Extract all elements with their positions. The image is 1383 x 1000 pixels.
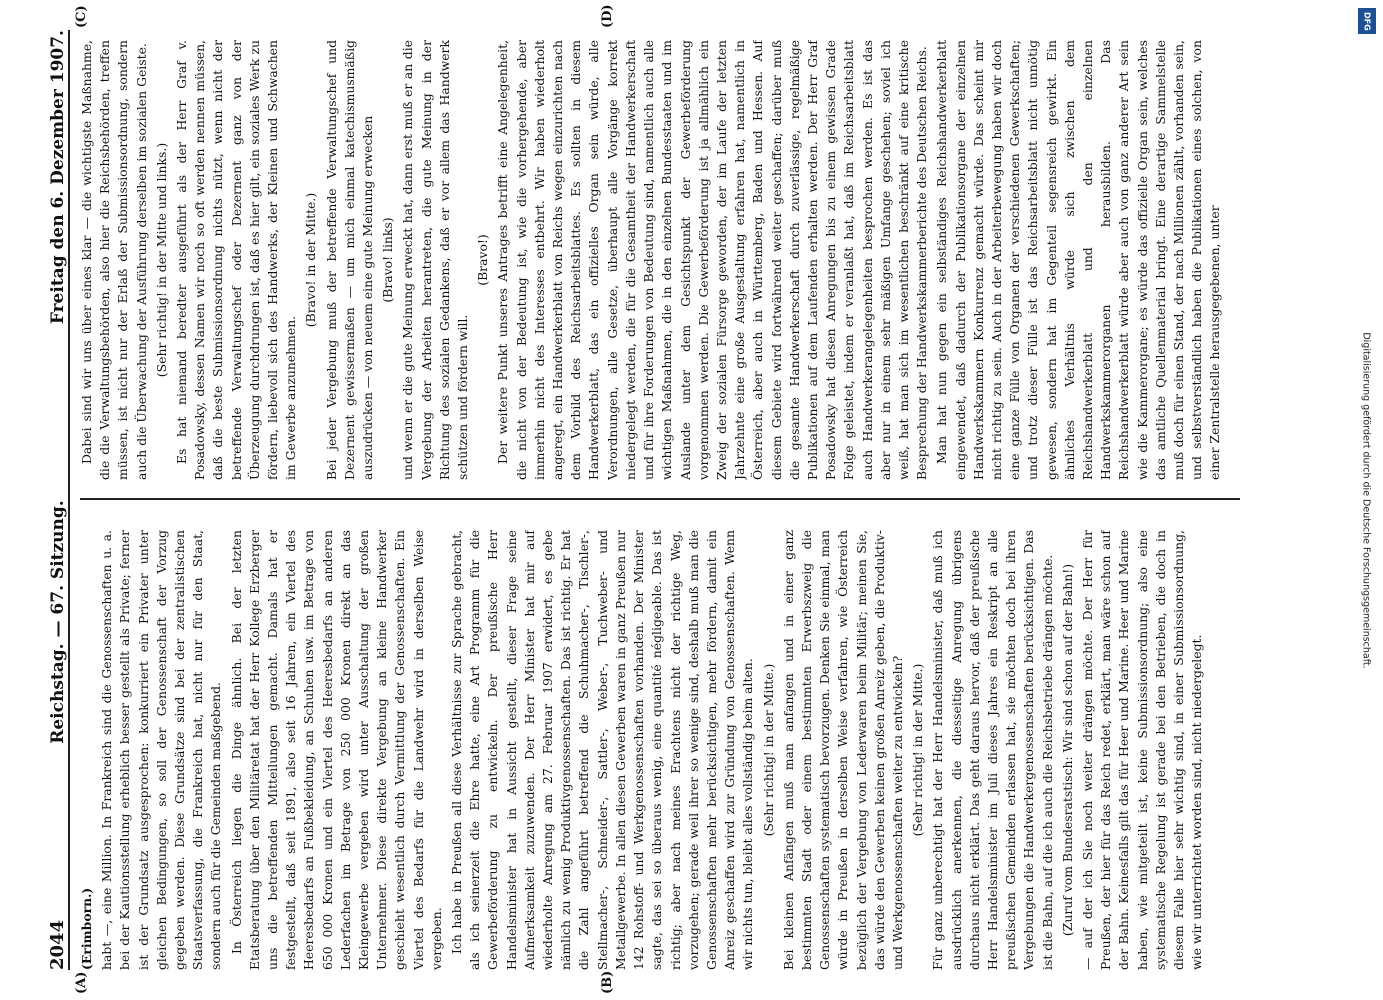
header-title: Reichstag. — 67. Sitzung.: [48, 500, 68, 744]
left-column: [78, 530, 1243, 970]
paragraph: und wenn er die gute Meinung erweckt hat, dann erst muß er an die Vergebung der Arbeiten herantreten, die gute Meinung in der Richtung des sozialen Gedankens, daß er vor allem das Handwerk schützen und fördern will.: [400, 40, 471, 480]
interjection: (Bravo! in der Mitte.): [303, 192, 319, 328]
paragraph: Man hat nun gegen ein selbständiges Reichshandwerkerblatt eingewendet, daß dadurch der Publikationsorgane der einzelnen Handwerkskammern Konkurrenz gemacht würde. Das scheint mir nicht richtig zu sein. Auch in der Arbeiterbewegung haben wir doch eine ganze Fülle von Organen der verschiedenen Gewerkschaften; und trotz dieser Fülle ist das Reichsarbeitsblatt nicht unnötig gewesen, sondern hat im Gegenteil segensreich gewirkt. Ein ähnliches Verhältnis würde sich zwischen dem Reichshandwerkerblatt und den einzelnen Handwerkskammerorganen herausbilden. Das Reichshandwerkerblatt würde aber auch von ganz anderer Art sein wie die Kammerorgane; es würde das offizielle Organ sein, welches das amtliche Quellenmaterial bringt. Eine derartige Sammelstelle muß doch für einen Stand, der nach Millionen zählt, vorhanden sein, und selbstverständlich haben die Publikationen eines solchen, von einer Zentralstelle herausgegebenen, unter: [934, 40, 1223, 480]
page-header: [40, 30, 70, 970]
paragraph: Für ganz unberechtigt hat der Herr Handelsminister, daß muß ich ausdrücklich anerkennen, die diesseitige Anregung übrigens durchaus nicht erklärt. Das geht daraus hervor, daß der preußische Herr Handelsminister im Juli dieses Jahres ein Reskript an alle preußischen Gemeinden erlassen hat, sie möchten doch bei ihren Vergebungen die Handwerkergenossenschaften berücksichtigen. Das ist die Bahn, auf die ich auch die Reichsbetriebe drängen möchte.: [930, 530, 1055, 970]
digitization-credit: [1355, 6, 1377, 994]
credit-text: Digitalisierung gefördert durch die Deutsche Forschungsgemeinschaft.: [1360, 331, 1372, 669]
right-column: [78, 40, 1243, 480]
interjection: (Sehr richtig! in der Mitte und links.): [153, 142, 169, 378]
paragraph: Es hat niemand beredter ausgeführt als der Herr Graf v. Posadowsky, dessen Namen wir noch so oft werden nennen müssen, daß die beste Submissionsordnung nichts nützt, wenn nicht der betreffende Verwaltungschef oder Dezernent ganz von der Überzeugung durchdrungen ist, daß es hier gilt, ein soziales Werk zu fördern, liebevoll sich des Handwerks, der Kleinen und Schwachen im Gewerbe anzunehmen.: [174, 40, 299, 480]
dfg-logo: DFG: [1358, 8, 1376, 34]
paragraph: habt —, eine Million. In Frankreich sind die Genossenschaften u. a. bei der Kautionsstellung erheblich besser gestellt als Private; ferner ist der Grundsatz ausgesprochen: konkurriert ein Privater unter gleichen Bedingungen, so soll der Genossenschaft der Vorzug gegeben werden. Diese Grundsätze sind bei der zentralistischen Staatsverfassung, die Frankreich hat, nicht nur für den Staat, sondern auch für die Gemeinden maßgebend.: [99, 530, 224, 970]
paragraph: Dabei sind wir uns über eines klar — die wichtigste Maßnahme, die die Verwaltungsbehörden, also hier die Reichsbehörden, treffen müssen, ist nicht nur der Erlaß der Submissionsordnung, sondern auch die Überwachung der Ausführung derselben im sozialen Geiste.: [79, 40, 149, 480]
column-divider: [80, 498, 1240, 500]
interjection: (Sehr richtig! in der Mitte.): [910, 663, 926, 837]
paragraph: Der weitere Punkt unseres Antrages betrifft eine Angelegenheit, die nicht von der Bedeutung ist, wie die vorhergehende, aber immerhin nicht des Interesses entbehrt. Wir haben wiederholt angeregt, ein Handwerkerblatt von Reichs wegen einzurichten nach dem Vorbild des Reichsarbeitsblattes. Es sollten in diesem Handwerkerblatt, das ein offizielles Organ sein würde, alle Verordnungen, alle Gesetze, überhaupt alle Vorgänge korrekt niedergelegt werden, die für die Gesamtheit der Handwerkerschaft und für ihre Forderungen von Bedeutung sind, namentlich auch alle wichtigen Maßnahmen, die in den einzelnen Bundesstaaten und im Auslande unter dem Gesichtspunkt der Gewerbeförderung vorgenommen werden. Die Gewerbeförderung ist ja allmählich ein Zweig der sozialen Fürsorge geworden, der im Laufe der letzten Jahrzehnte eine große Ausgestaltung erfahren hat, namentlich in Österreich, aber auch in Württemberg, Baden und Hessen. Auf diesem Gebiete wird fortwährend weiter geschaffen; darüber muß die gesamte Handwerkerschaft durch zuverlässige, regelmäßige Publikationen auf dem Laufenden erhalten werden. Der Herr Graf Posadowsky hat diesen Anregungen bis zu einem gewissen Grade Folge geleistet, indem er veranlaßt hat, daß im Reichsarbeitsblatt auch Handwerkerangelegenheiten besprochen werden. Es ist das aber nur in einem sehr mäßigen Umfange geschehen; soviel ich weiß, hat man sich im wesentlichen beschränkt auf eine kritische Besprechung der Handwerkskammerberichte des Deutschen Reichs.: [495, 40, 930, 480]
header-date: Freitag den 6. Dezember 1907.: [48, 30, 68, 325]
interjection: (Sehr richtig! in der Mitte.): [760, 663, 776, 837]
paragraph: — auf der ich Sie noch weiter drängen möchte. Der Herr für Preußen, der hier für das Reich redet, erklärt, man wäre schon auf der Bahn. Keinesfalls gilt das für Heer und Marine. Heer und Marine haben, wie mitgeteilt ist, keine Submissionsordnung; also eine systematische Regelung ist gerade bei den Betrieben, die doch in diesem Falle hier sehr wichtig sind, in einer Submissionsordnung, wie wir unterrichtet worden sind, nicht niedergelegt.: [1079, 530, 1205, 970]
paragraph: Ich habe in Preußen all diese Verhältnisse zur Sprache gebracht, als ich seinerzeit die Ehre hatte, eine Art Programm für die Gewerbeförderung zu entwickeln. Der preußische Herr Handelsminister hat in Aussicht gestellt, dieser Frage seine Aufmerksamkeit zuzuwenden. Der Herr Minister hat mir auf wiederholte Anregung am 27. Februar 1907 erwidert, es gebe nämlich zu wenig Produktivgenossenschaften. Das ist richtig. Er hat die Zahl angeführt betreffend die Schuhmacher-, Tischler-, Stellmacher-, Schneider-, Sattler-, Weber-, Tuchweber- und Metallgewerbe. In allen diesen Gewerben waren in ganz Preußen nur 142 Rohstoff- und Werkgenossenschaften vorhanden. Der Minister sagte, das sei so überaus wenig, eine quantité négligeable. Das ist richtig; aber nach meines Erachtens nicht der richtige Weg, vorzugehen; gerade weil ihrer so wenige sind, deshalb muß man die Genossenschaften mehr berücksichtigen, mehr fördern, damit ein Anreiz geschaffen wird zur Gründung von Genossenschaften. Wenn wir nichts tun, bleibt alles vollständig beim alten.: [449, 530, 756, 970]
marker-c: (C): [74, 5, 89, 28]
paragraph: In Österreich liegen die Dinge ähnlich. Bei der letzten Etatsberatung über den Militäretat hat der Herr Kollege Erzberger uns die betreffenden Mitteilungen gemacht. Damals hat er festgestellt, daß seit 1891, also seit 16 Jahren, ein Viertel des Heeresbedarfs an Fußbekleidung, an Schuhen usw. im Betrage von 650 000 Kronen und ein Viertel des Heeresbedarfs an anderen Lederfachen im Betrage von 250 000 Kronen direkt an das Kleingewerbe vergeben wird unter Ausschaltung der großen Unternehmer. Diese direkte Vergebung an kleine Handwerker geschieht wesentlich durch Vermittlung der Genossenschaften. Ein Viertel des Bedarfs für die Landwehr wird in derselben Weise vergeben.: [228, 530, 444, 970]
marker-a: (A): [74, 971, 89, 994]
marker-d: (D): [600, 4, 615, 28]
paragraph: Bei kleinen Anfängen muß man anfangen und in einer ganz bestimmten Stadt oder einem bestimmten Erwerbszweig die Genossenschaften systematisch bevorzugen. Denken Sie einmal, man würde in Preußen in derselben Weise verfahren, wie Österreich bezüglich der Vergebung von Lederwaren beim Militär; meinen Sie, das würde den Gewerben keinen großen Anreiz geben, die Produktiv- und Werkgenossenschaften weiter zu entwickeln?: [780, 530, 905, 970]
paragraph: Bei jeder Vergebung muß der betreffende Verwaltungschef und Dezernent gewissermaßen — um mich einmal katechismusmäßig auszudrücken — von neuem eine gute Meinung erwecken: [323, 40, 376, 480]
page-number: 2044: [47, 919, 68, 970]
marker-b: (B): [600, 970, 615, 994]
speaker-name: (Erimborn.): [79, 887, 94, 970]
interjection: (Bravo!): [475, 234, 491, 286]
interjection: (Zuruf vom Bundesratstisch: Wir sind schon auf der Bahn!): [1059, 563, 1075, 937]
interjection: (Bravo! links): [380, 217, 396, 303]
